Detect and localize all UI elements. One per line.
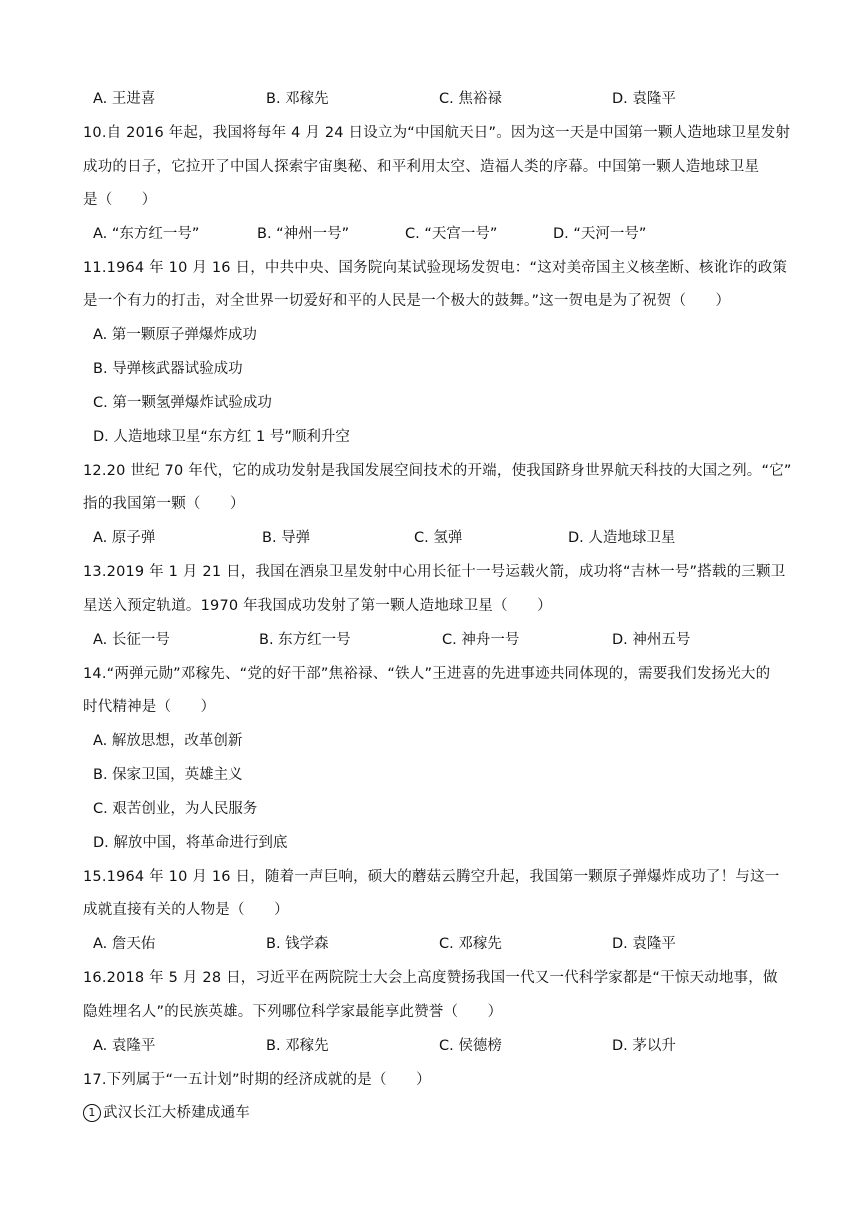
q11-option-b[interactable]: B. 导弹核武器试验成功 — [93, 361, 243, 377]
q15-stem-line-1: 15.1964 年 10 月 16 日，随着一声巨响，硕大的蘑菇云腾空升起，我国第一颗原子弹爆炸成功了！与这一 — [83, 869, 780, 885]
q15-option-d[interactable]: D. 袁隆平 — [612, 936, 676, 952]
q16-option-d[interactable]: D. 茅以升 — [612, 1038, 676, 1054]
q14-option-d[interactable]: D. 解放中国，将革命进行到底 — [93, 835, 288, 851]
q11-option-c[interactable]: C. 第一颗氢弹爆炸试验成功 — [93, 395, 272, 411]
q14-option-a[interactable]: A. 解放思想，改革创新 — [93, 733, 243, 749]
q12-option-c[interactable]: C. 氢弹 — [414, 530, 463, 546]
q12-stem-line-2: 指的我国第一颗（ ） — [83, 496, 245, 512]
circled-number: 1 — [83, 1104, 101, 1122]
q11-option-d[interactable]: D. 人造地球卫星“东方红 1 号”顺利升空 — [93, 429, 350, 445]
q16-option-c[interactable]: C. 侯德榜 — [439, 1038, 502, 1054]
q12-stem-line-1: 12.20 世纪 70 年代，它的成功发射是我国发展空间技术的开端，使我国跻身世界航天科技的大国之列。“它” — [83, 463, 792, 479]
q16-option-b[interactable]: B. 邓稼先 — [266, 1038, 329, 1054]
q9-option-b[interactable]: B. 邓稼先 — [266, 91, 329, 107]
q14-option-c[interactable]: C. 艰苦创业，为人民服务 — [93, 801, 258, 817]
q10-option-d[interactable]: D. “天河一号” — [553, 226, 647, 242]
q15-option-a[interactable]: A. 詹天佑 — [93, 936, 156, 952]
q13-stem-line-2: 星送入预定轨道。1970 年我国成功发射了第一颗人造地球卫星（ ） — [83, 598, 552, 614]
q15-option-b[interactable]: B. 钱学森 — [266, 936, 329, 952]
q12-option-d[interactable]: D. 人造地球卫星 — [568, 530, 676, 546]
q10-stem-line-3: 是（ ） — [83, 192, 157, 208]
q13-stem-line-1: 13.2019 年 1 月 21 日，我国在酒泉卫星发射中心用长征十一号运载火箭，成功将“吉林一号”搭载的三颗卫 — [83, 564, 786, 580]
q14-option-b[interactable]: B. 保家卫国，英雄主义 — [93, 767, 243, 783]
q10-stem-line-2: 成功的日子，它拉开了中国人探索宇宙奥秘、和平利用太空、造福人类的序幕。中国第一颗人造地球卫星 — [83, 159, 760, 175]
q9-option-d[interactable]: D. 袁隆平 — [612, 91, 676, 107]
q17-stem-line-1: 17.下列属于“一五计划”时期的经济成就的是（ ） — [83, 1072, 431, 1088]
q10-stem-line-1: 10.自 2016 年起，我国将每年 4 月 24 日设立为“中国航天日”。因为这一天是中国第一颗人造地球卫星发射 — [83, 125, 791, 141]
q13-option-d[interactable]: D. 神州五号 — [612, 632, 691, 648]
q16-stem-line-1: 16.2018 年 5 月 28 日，习近平在两院院士大会上高度赞扬我国一代又一代科学家都是“干惊天动地事，做 — [83, 970, 778, 986]
q11-stem-line-1: 11.1964 年 10 月 16 日，中共中央、国务院向某试验现场发贺电：“这对美帝国主义核垄断、核讹诈的政策 — [83, 260, 788, 276]
q9-option-a[interactable]: A. 王进喜 — [93, 91, 156, 107]
q11-stem-line-2: 是一个有力的打击，对全世界一切爱好和平的人民是一个极大的鼓舞。”这一贺电是为了祝贺（ ） — [83, 293, 731, 309]
q12-option-b[interactable]: B. 导弹 — [262, 530, 311, 546]
q13-option-a[interactable]: A. 长征一号 — [93, 632, 170, 648]
q10-option-c[interactable]: C. “天宫一号” — [405, 226, 498, 242]
q11-option-a[interactable]: A. 第一颗原子弹爆炸成功 — [93, 327, 257, 343]
q10-option-b[interactable]: B. “神州一号” — [257, 226, 350, 242]
q9-option-c[interactable]: C. 焦裕禄 — [439, 91, 502, 107]
q16-stem-line-2: 隐姓埋名人”的民族英雄。下列哪位科学家最能享此赞誉（ ） — [83, 1004, 503, 1020]
q16-option-a[interactable]: A. 袁隆平 — [93, 1038, 156, 1054]
q17-item-1 — [83, 1103, 783, 1123]
q17-item-1-text: 武汉长江大桥建成通车 — [103, 1105, 250, 1121]
q15-option-c[interactable]: C. 邓稼先 — [439, 936, 502, 952]
q14-stem-line-2: 时代精神是（ ） — [83, 699, 216, 715]
q13-option-b[interactable]: B. 东方红一号 — [259, 632, 351, 648]
q13-option-c[interactable]: C. 神舟一号 — [442, 632, 520, 648]
q15-stem-line-2: 成就直接有关的人物是（ ） — [83, 902, 289, 918]
q14-stem-line-1: 14.“两弹元勋”邓稼先、“党的好干部”焦裕禄、“铁人”王进喜的先进事迹共同体现的，需要我们发扬光大的 — [83, 666, 771, 682]
q12-option-a[interactable]: A. 原子弹 — [93, 530, 156, 546]
q10-option-a[interactable]: A. “东方红一号” — [93, 226, 200, 242]
